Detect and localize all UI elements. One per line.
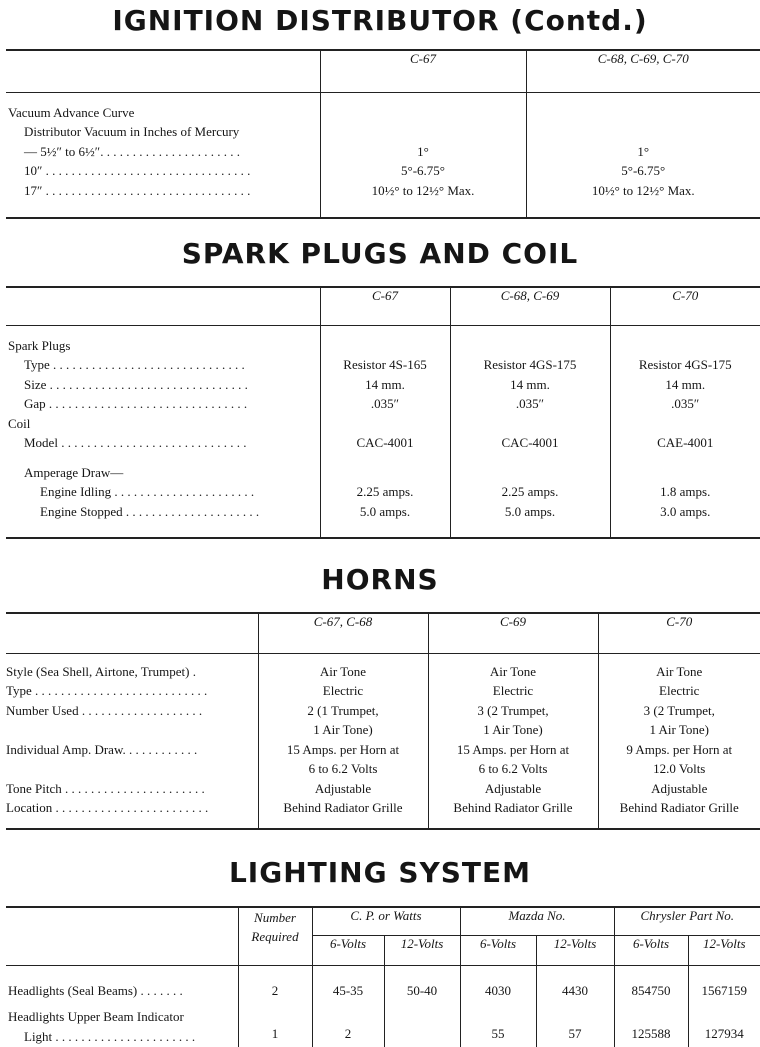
value-cell: 1 xyxy=(238,1007,312,1047)
value-cell: 12.0 Volts xyxy=(653,761,706,776)
value-cell: 1567159 xyxy=(688,965,760,1007)
value-cell: 3 (2 Trumpet, xyxy=(477,702,549,718)
label-number-used: Number Used . . . . . . . . . . . . . . . . . . . xyxy=(6,702,203,718)
value-cell: 4430 xyxy=(536,965,614,1007)
spark-plugs-coil-title: SPARK PLUGS AND COIL xyxy=(181,237,579,270)
spark-labels xyxy=(6,325,320,538)
label-tone-pitch: Tone Pitch . . . . . . . . . . . . . . . . . . . . . . xyxy=(6,780,205,796)
spark-header-blank xyxy=(6,287,320,325)
value-cell: 125588 xyxy=(614,1007,688,1047)
label-5-to-6: — 5½″ to 6½″. . . . . . . . . . . . . . . . . . . . . . xyxy=(24,143,240,159)
spark-col-c67: C-67 xyxy=(320,287,450,325)
value-cell: CAE-4001 xyxy=(657,435,714,450)
value-cell: 2 xyxy=(312,1007,384,1047)
value-cell: 2 xyxy=(238,965,312,1007)
label-headlights: Headlights (Seal Beams) . . . . . . . xyxy=(8,982,183,998)
label-gap: Gap . . . . . . . . . . . . . . . . . . . . . . . . . . . . . . . xyxy=(24,396,248,411)
value-cell: 15 Amps. per Horn at xyxy=(286,741,400,757)
value-cell: Adjustable xyxy=(651,780,708,796)
horns-values-c70 xyxy=(598,653,760,829)
ignition-labels xyxy=(6,92,320,218)
value-cell: 9 Amps. per Horn at xyxy=(626,741,733,757)
value-cell: 14 mm. xyxy=(365,376,405,392)
value-cell: 854750 xyxy=(614,965,688,1007)
label-model: Model . . . . . . . . . . . . . . . . . . . . . . . . . . . . . xyxy=(24,435,247,450)
value-cell: 127934 xyxy=(688,1007,760,1047)
value-cell: 50-40 xyxy=(384,965,460,1007)
value-cell: Resistor 4S-165 xyxy=(343,357,427,372)
ignition-col-c67: C-67 xyxy=(320,50,526,92)
table-row xyxy=(6,965,760,1007)
value-cell: 4030 xyxy=(460,965,536,1007)
lighting-header-blank xyxy=(6,907,238,965)
value-cell: 2 (1 Trumpet, xyxy=(307,702,379,718)
value-cell: .035″ xyxy=(370,396,400,411)
label-10: 10″ . . . . . . . . . . . . . . . . . . . . . . . . . . . . . . . . xyxy=(24,163,251,178)
horns-col-c67-c68: C-67, C-68 xyxy=(258,613,428,653)
spark-values-c67 xyxy=(320,325,450,538)
spark-col-c70: C-70 xyxy=(610,287,760,325)
label-style: Style (Sea Shell, Airtone, Trumpet) . xyxy=(6,663,196,679)
ignition-table xyxy=(6,49,760,219)
value-cell: Behind Radiator Grille xyxy=(283,800,403,815)
value-cell: 5.0 amps. xyxy=(359,503,411,519)
value-cell: 1° xyxy=(637,143,650,159)
horns-col-c70: C-70 xyxy=(598,613,760,653)
value-cell: Resistor 4GS-175 xyxy=(638,357,732,372)
value-cell: 1 Air Tone) xyxy=(483,722,543,737)
ignition-values-c68-c70 xyxy=(526,92,760,218)
ignition-values-c67 xyxy=(320,92,526,218)
value-cell: Air Tone xyxy=(489,663,537,679)
value-cell: 2.25 amps. xyxy=(501,484,559,499)
value-cell: CAC-4001 xyxy=(501,435,559,450)
label-type: Type . . . . . . . . . . . . . . . . . . . . . . . . . . . xyxy=(6,683,208,698)
value-cell: Electric xyxy=(492,683,534,698)
horns-col-c69: C-69 xyxy=(428,613,598,653)
value-cell: Resistor 4GS-175 xyxy=(483,357,577,372)
label-engine-idling: Engine Idling . . . . . . . . . . . . . . . . . . . . . . xyxy=(40,484,255,499)
label-type: Type . . . . . . . . . . . . . . . . . . . . . . . . . . . . . . xyxy=(24,357,245,372)
value-cell: Electric xyxy=(659,683,700,698)
horns-labels xyxy=(6,653,258,829)
value-cell: 6 to 6.2 Volts xyxy=(308,761,378,776)
lighting-sub-mazda-6v: 6-Volts xyxy=(460,935,536,965)
lighting-col-cp-watts: C. P. or Watts xyxy=(312,907,460,935)
value-cell: 2.25 amps. xyxy=(356,484,414,499)
value-cell: 5°-6.75° xyxy=(621,163,666,178)
value-cell: Behind Radiator Grille xyxy=(453,800,573,815)
ignition-col-c68-c70: C-68, C-69, C-70 xyxy=(526,50,760,92)
value-cell: 3 (2 Trumpet, xyxy=(643,702,715,718)
horns-values-c69 xyxy=(428,653,598,829)
value-cell: Behind Radiator Grille xyxy=(619,800,739,815)
label-distributor-vacuum: Distributor Vacuum in Inches of Mercury xyxy=(24,124,240,139)
label-17: 17″ . . . . . . . . . . . . . . . . . . . . . . . . . . . . . . . . xyxy=(24,182,251,198)
value-cell: 1° xyxy=(417,143,429,159)
value-cell: Electric xyxy=(322,683,364,698)
label-spark-plugs: Spark Plugs xyxy=(8,337,71,353)
value-cell: 1 Air Tone) xyxy=(649,722,709,737)
label-upper-beam-indicator: Headlights Upper Beam Indicator Light . . . . . . . . . . . . . . . . . . . . . . xyxy=(8,1009,196,1044)
value-cell: 57 xyxy=(536,1007,614,1047)
value-cell: Air Tone xyxy=(319,663,367,679)
value-cell: Adjustable xyxy=(484,780,542,796)
lighting-col-chrysler: Chrysler Part No. xyxy=(614,907,760,935)
lighting-col-number-required: Number Required xyxy=(238,907,312,965)
ignition-header-blank xyxy=(6,50,320,92)
lighting-sub-cp-12v: 12-Volts xyxy=(384,935,460,965)
label-vacuum-advance-curve: Vacuum Advance Curve xyxy=(8,104,135,120)
spark-col-c68-c69: C-68, C-69 xyxy=(450,287,610,325)
label-location: Location . . . . . . . . . . . . . . . . . . . . . . . . xyxy=(6,800,209,815)
label-individual-amp-draw: Individual Amp. Draw. . . . . . . . . . . . xyxy=(6,741,198,757)
lighting-sub-part-6v: 6-Volts xyxy=(614,935,688,965)
value-cell: 3.0 amps. xyxy=(660,503,711,519)
value-cell: Adjustable xyxy=(314,780,372,796)
horns-header-blank xyxy=(6,613,258,653)
value-cell: 15 Amps. per Horn at xyxy=(456,741,570,757)
lighting-table xyxy=(6,906,760,1047)
ignition-distributor-title: IGNITION DISTRIBUTOR (Contd.) xyxy=(112,4,648,37)
value-cell: 1.8 amps. xyxy=(660,484,711,499)
table-row xyxy=(6,1007,760,1047)
lighting-sub-cp-6v: 6-Volts xyxy=(312,935,384,965)
value-cell: 10½° to 12½° Max. xyxy=(591,182,695,198)
value-cell: 6 to 6.2 Volts xyxy=(478,761,548,776)
horns-title: HORNS xyxy=(321,563,439,596)
lighting-system-title: LIGHTING SYSTEM xyxy=(228,856,532,889)
lighting-sub-mazda-12v: 12-Volts xyxy=(536,935,614,965)
value-cell: 55 xyxy=(460,1007,536,1047)
lighting-sub-part-12v: 12-Volts xyxy=(688,935,760,965)
value-cell: 45-35 xyxy=(312,965,384,1007)
label-coil: Coil xyxy=(8,415,31,431)
value-cell: .035″ xyxy=(671,396,700,411)
lighting-col-mazda: Mazda No. xyxy=(460,907,614,935)
label-amperage-draw: Amperage Draw— xyxy=(24,464,124,480)
value-cell: 5.0 amps. xyxy=(504,503,556,519)
value-cell: 14 mm. xyxy=(510,376,550,392)
value-cell: 10½° to 12½° Max. xyxy=(371,182,475,198)
spark-values-c70 xyxy=(610,325,760,538)
horns-values-c67-c68 xyxy=(258,653,428,829)
horns-table xyxy=(6,612,760,830)
value-cell: CAC-4001 xyxy=(356,435,414,450)
label-engine-stopped: Engine Stopped . . . . . . . . . . . . . . . . . . . . . xyxy=(40,503,260,519)
value-cell: Air Tone xyxy=(656,663,703,679)
value-cell xyxy=(384,1007,460,1047)
value-cell: 14 mm. xyxy=(665,376,706,392)
label-size: Size . . . . . . . . . . . . . . . . . . . . . . . . . . . . . . . xyxy=(24,376,248,392)
value-cell: 1 Air Tone) xyxy=(313,722,373,737)
value-cell: 5°-6.75° xyxy=(401,163,445,178)
spark-plugs-table xyxy=(6,286,760,539)
value-cell: .035″ xyxy=(515,396,545,411)
spark-values-c68-c69 xyxy=(450,325,610,538)
